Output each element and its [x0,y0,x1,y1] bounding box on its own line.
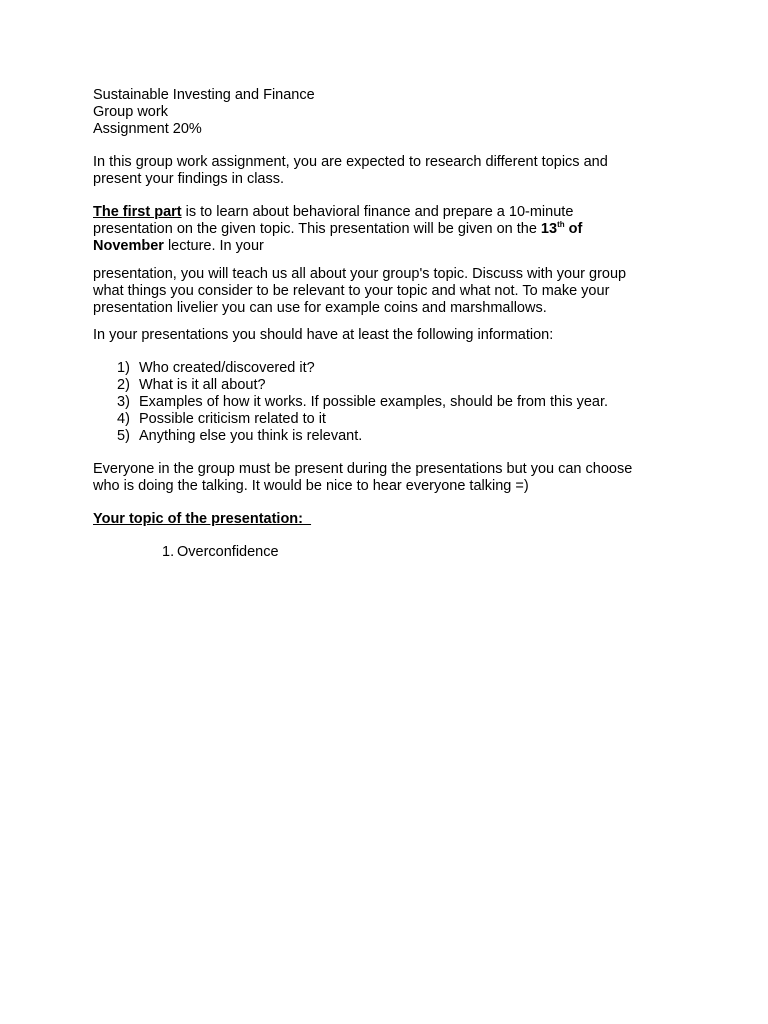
first-part-label: The first part [93,204,182,220]
list-item: 5) Anything else you think is relevant. [117,428,363,444]
list-item: 1) Who created/discovered it? [117,360,315,376]
presentation-date-day: 13 [540,221,558,237]
intro-line-1: In this group work assignment, you are expected to research different topics and [93,154,608,170]
second-paragraph-line-2: what things you consider to be relevant to your topic and what not. To make your [93,283,610,299]
intro-line-2: present your findings in class. [93,171,285,187]
first-part-line-1 [93,204,683,221]
first-part-paragraph [93,204,683,255]
info-lead: In your presentations you should have at least the following information: [93,327,554,343]
list-item: 1. Overconfidence [162,544,279,560]
closing-paragraph [93,461,683,495]
second-paragraph [93,266,683,317]
topic-heading: Your topic of the presentation: [93,511,312,527]
second-paragraph-line-3: presentation livelier you can use for example coins and marshmallows. [93,300,547,316]
first-part-line-2-text: presentation on the given topic. This presentation will be given on the [93,221,541,237]
closing-line-1: Everyone in the group must be present during the presentations but you can choose [93,461,633,477]
presentation-date-suffix: th [557,220,565,230]
presentation-date-month: November [93,238,164,254]
first-part-line-1-text: is to learn about behavioral finance and prepare a 10-minute [181,204,574,220]
assignment-weight: Assignment 20% [93,121,202,137]
document-header [93,87,683,138]
second-paragraph-line-1: presentation, you will teach us all about your group's topic. Discuss with your group [93,266,627,282]
list-item: 2) What is it all about? [117,377,266,393]
info-list [93,360,683,445]
list-item: 4) Possible criticism related to it [117,411,326,427]
list-item: 3) Examples of how it works. If possible examples, should be from this year. [117,394,609,410]
intro-paragraph [93,154,683,188]
first-part-line-2 [93,221,683,238]
assignment-type: Group work [93,104,168,120]
course-title: Sustainable Investing and Finance [93,87,315,103]
first-part-line-3-text: lecture. In your [163,238,264,254]
document-body [93,87,683,561]
topic-list [93,544,683,561]
closing-line-2: who is doing the talking. It would be nice to hear everyone talking =) [93,478,529,494]
first-part-line-3 [93,238,683,255]
presentation-date-of: of [564,221,583,237]
